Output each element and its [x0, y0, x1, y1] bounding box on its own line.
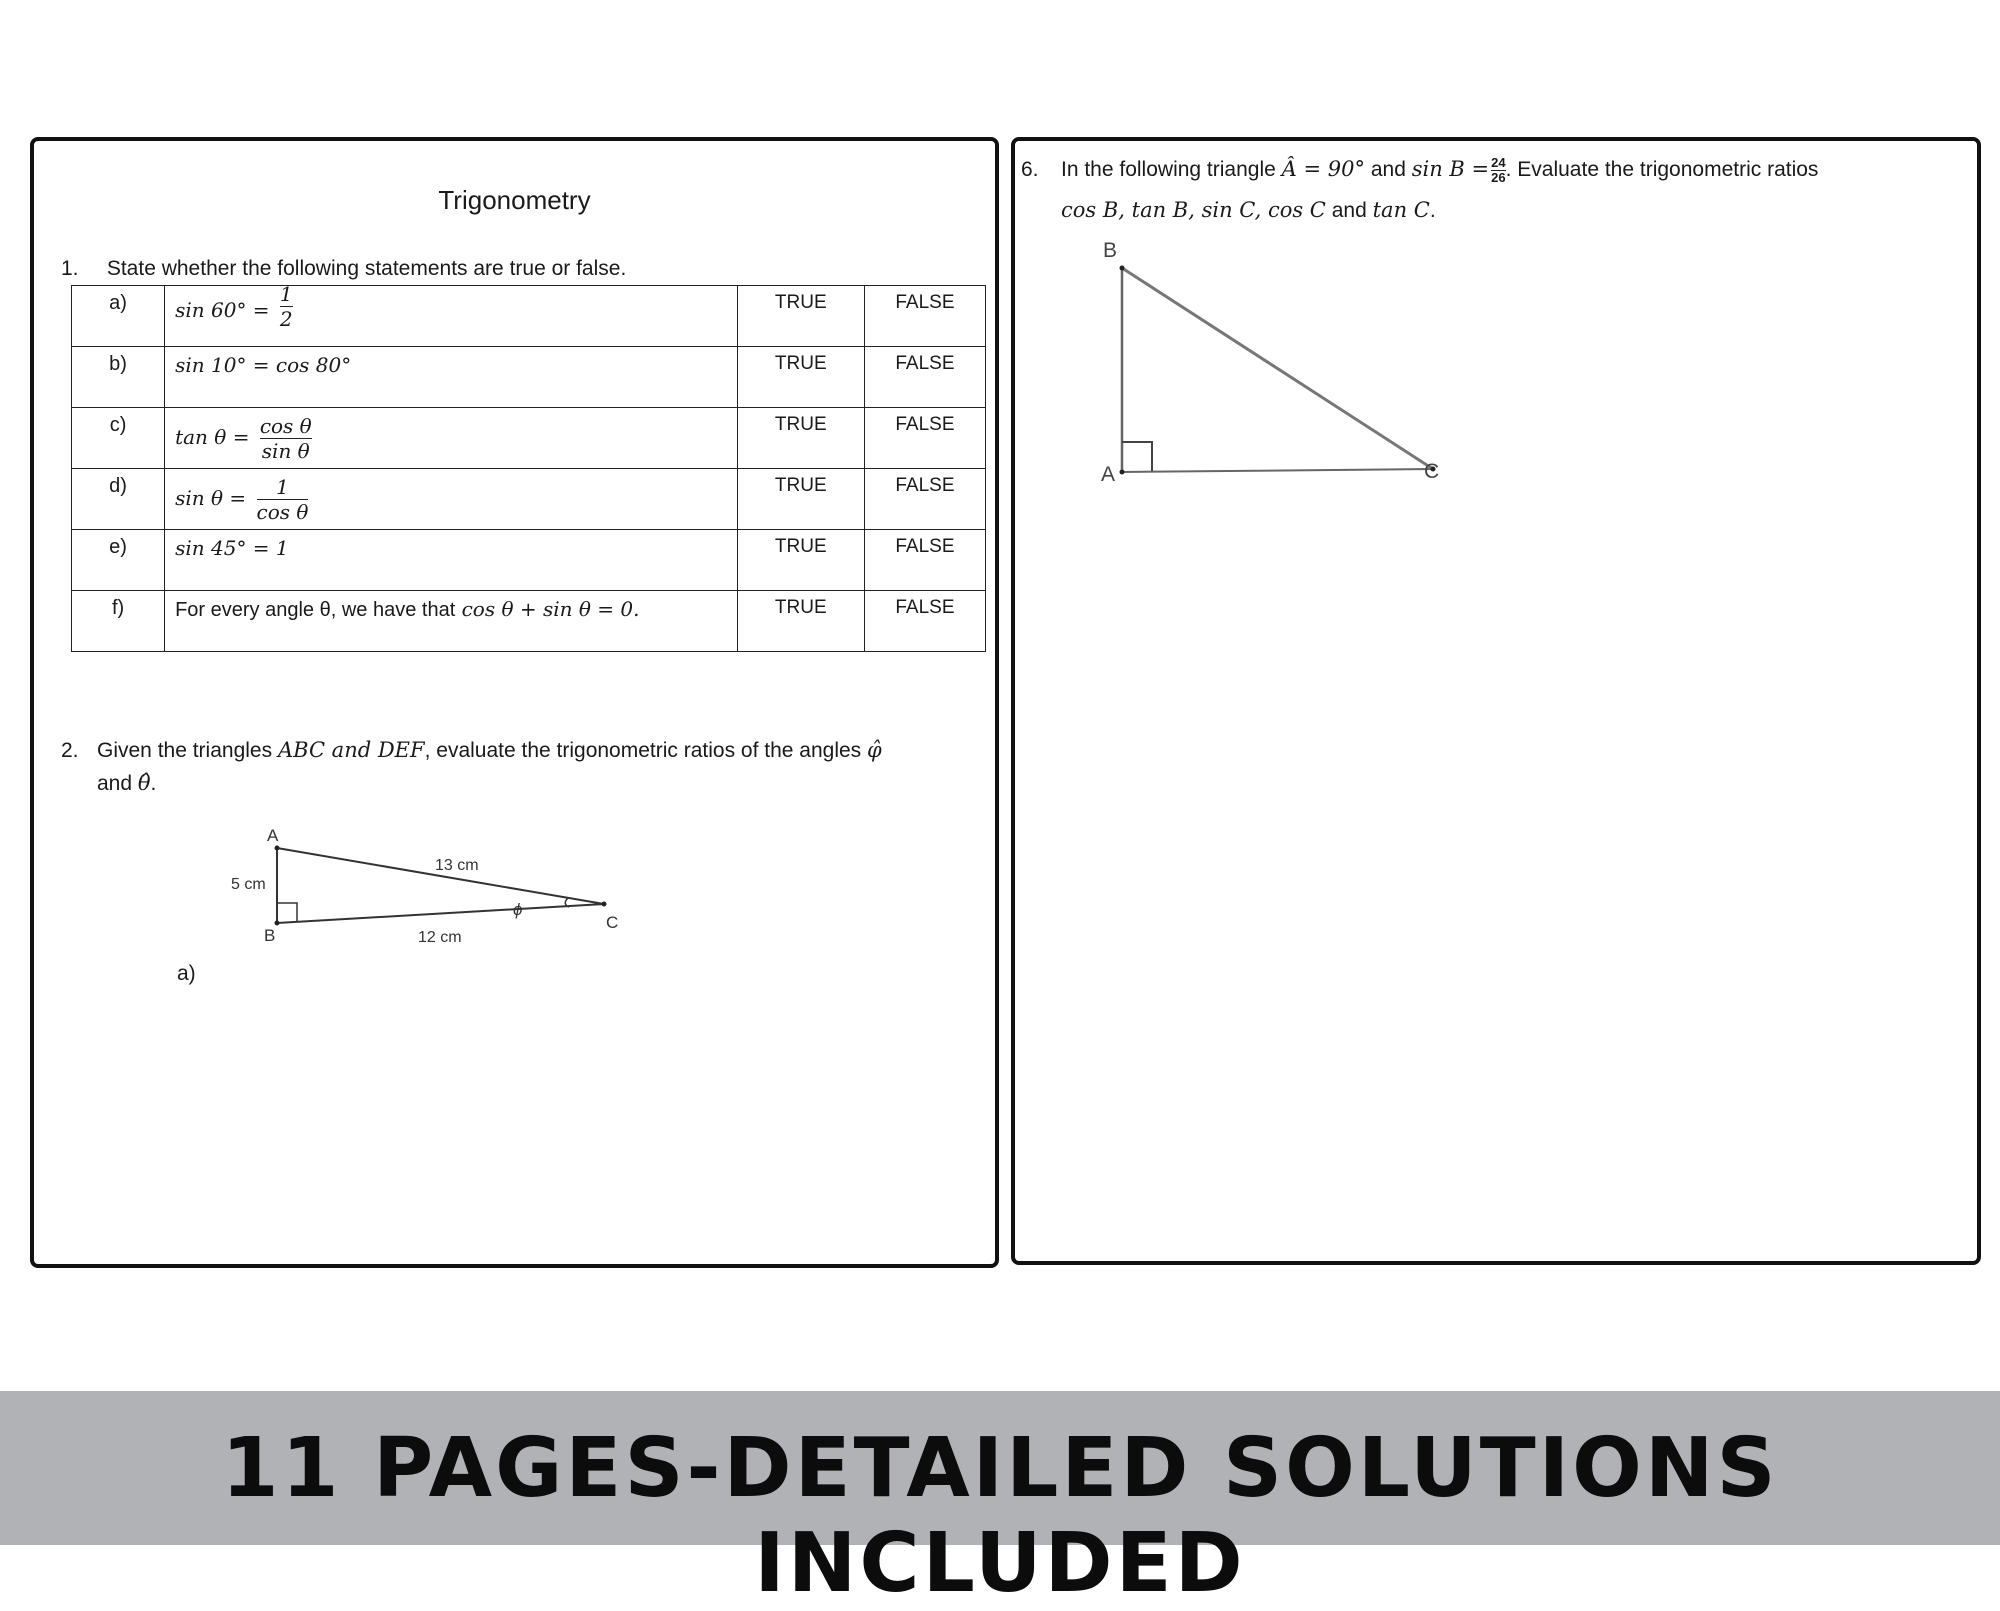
- vertex-label-b: B: [1103, 239, 1118, 262]
- part-label: a): [177, 962, 196, 985]
- worksheet-title: Trigonometry: [438, 185, 591, 215]
- worksheet-page-right: [1011, 137, 1981, 1265]
- math-expression: Â = 90°: [1281, 157, 1365, 181]
- vertex-label-a: A: [1101, 463, 1116, 486]
- question-2: [61, 734, 961, 800]
- vertex-label-b: B: [264, 926, 276, 945]
- true-option[interactable]: TRUE: [737, 286, 864, 347]
- question-text: Given the triangles: [97, 739, 273, 762]
- table-row: [72, 530, 986, 591]
- false-option[interactable]: FALSE: [864, 286, 985, 347]
- fraction: [1491, 156, 1505, 185]
- table-row: [72, 286, 986, 347]
- question-6: [1021, 149, 1976, 231]
- fraction-denominator: 26: [1491, 169, 1506, 185]
- math-expression: θ̂: [137, 771, 151, 795]
- row-label: e): [72, 530, 165, 591]
- question-text: .: [150, 772, 157, 795]
- fraction-numerator: 1: [279, 282, 293, 306]
- statement: [165, 591, 738, 652]
- true-option[interactable]: TRUE: [737, 469, 864, 530]
- triangle-abc-right-diagram: [1065, 236, 1405, 456]
- row-label: b): [72, 347, 165, 408]
- worksheet-page-left: [30, 137, 999, 1268]
- math-expression: sin B =: [1411, 157, 1490, 181]
- side-label-ac: 13 cm: [435, 857, 479, 874]
- false-option[interactable]: FALSE: [864, 469, 985, 530]
- question-number: 6.: [1021, 158, 1039, 181]
- false-option[interactable]: FALSE: [864, 530, 985, 591]
- question-text: , evaluate the trigonometric ratios of the angles: [424, 739, 862, 762]
- fraction: [280, 282, 293, 331]
- table-row: [72, 347, 986, 408]
- vertex-label-a: A: [267, 826, 279, 845]
- table-row: [72, 591, 986, 652]
- question-text: .: [1429, 199, 1436, 222]
- vertex-label-c: C: [606, 913, 619, 932]
- promo-banner: [0, 1391, 2000, 1611]
- banner-text: 11 PAGES-DETAILED SOLUTIONS INCLUDED: [221, 1421, 1779, 1611]
- statement-math: cos θ + sin θ = 0.: [461, 597, 640, 621]
- statement: [165, 469, 738, 530]
- false-option[interactable]: FALSE: [864, 347, 985, 408]
- math-expression: ABC and DEF: [277, 738, 425, 762]
- table-row: [72, 408, 986, 469]
- question-text: and: [1331, 199, 1367, 222]
- row-label: d): [72, 469, 165, 530]
- fraction: [260, 414, 312, 463]
- side-label-bc: 12 cm: [418, 929, 462, 946]
- fraction-denominator: cos θ: [256, 500, 309, 524]
- table-row: [72, 469, 986, 530]
- question-number: 1.: [61, 257, 79, 280]
- vertex-label-c: C: [1424, 460, 1440, 483]
- question-text: . Evaluate the trigonometric ratios: [1505, 158, 1819, 181]
- fraction-numerator: 1: [276, 475, 289, 499]
- angle-label-phi: ϕ: [513, 900, 523, 919]
- triangle-abc-diagram: [224, 821, 644, 981]
- math-expression: φ̂: [867, 738, 882, 762]
- statement: sin 45° = 1: [165, 530, 738, 591]
- fraction-numerator: 24: [1491, 154, 1506, 170]
- statement: [165, 282, 738, 347]
- row-label: c): [72, 408, 165, 469]
- question-number: 2.: [61, 739, 79, 762]
- statement-lhs: sin 60° =: [175, 298, 270, 322]
- math-expression: tan C: [1372, 198, 1430, 222]
- false-option[interactable]: FALSE: [864, 591, 985, 652]
- math-expression: cos B, tan B, sin C, cos C: [1061, 198, 1326, 222]
- side-label-ab: 5 cm: [231, 876, 266, 893]
- false-option[interactable]: FALSE: [864, 408, 985, 469]
- statement-prefix: For every angle θ, we have that: [175, 599, 456, 621]
- triangle-vertex-labels: [1065, 451, 1440, 491]
- fraction-denominator: sin θ: [261, 439, 310, 463]
- true-option[interactable]: TRUE: [737, 530, 864, 591]
- true-option[interactable]: TRUE: [737, 408, 864, 469]
- question-1: [61, 253, 626, 285]
- statement-lhs: tan θ =: [175, 425, 250, 449]
- question-text: and: [97, 772, 133, 795]
- fraction: [257, 475, 309, 524]
- statement: sin 10° = cos 80°: [165, 347, 738, 408]
- question-text: In the following triangle: [1061, 158, 1276, 181]
- question-text: and: [1370, 158, 1406, 181]
- row-label: a): [72, 286, 165, 347]
- fraction-numerator: cos θ: [259, 414, 312, 438]
- statement-lhs: sin θ =: [175, 486, 247, 510]
- row-label: f): [72, 591, 165, 652]
- question-text: State whether the following statements are true or false.: [106, 257, 627, 280]
- true-option[interactable]: TRUE: [737, 347, 864, 408]
- fraction-denominator: 2: [279, 307, 293, 331]
- true-false-table: [71, 282, 986, 652]
- true-option[interactable]: TRUE: [737, 591, 864, 652]
- statement: [165, 408, 738, 469]
